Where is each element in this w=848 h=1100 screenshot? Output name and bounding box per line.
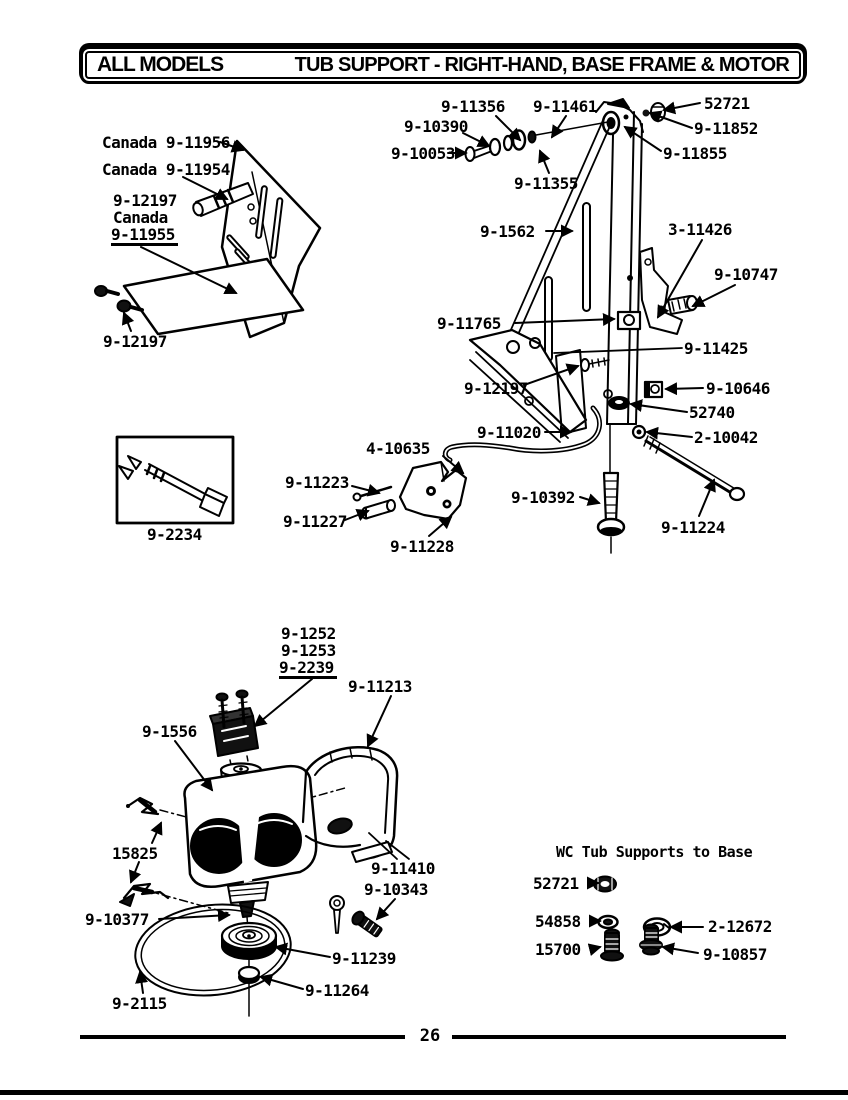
part-label-9-12197: 9-12197: [113, 191, 177, 210]
part-label-9-1252: 9-1252: [281, 624, 336, 643]
part-label-3-11426: 3-11426: [668, 220, 732, 239]
part-label-9-10747: 9-10747: [714, 265, 778, 284]
footer-rule-left: [80, 1035, 405, 1039]
part-label-9-11264: 9-11264: [305, 981, 369, 1000]
part-label-9-2239: 9-2239: [279, 659, 337, 679]
part-label-9-11425: 9-11425: [684, 339, 748, 358]
part-label-9-11239: 9-11239: [332, 949, 396, 968]
part-label-9-11765: 9-11765: [437, 314, 501, 333]
part-label-9-12197: 9-12197: [103, 332, 167, 351]
part-label-4-10635: 4-10635: [366, 439, 430, 458]
part-label-9-10053: 9-10053: [391, 144, 455, 163]
part-label-9-11410: 9-11410: [371, 859, 435, 878]
wc-part-label-54858: 54858: [535, 912, 581, 931]
scan-edge-bar: [0, 1090, 848, 1095]
wc-part-label-9-10857: 9-10857: [703, 945, 767, 964]
part-label-9-11020: 9-11020: [477, 423, 541, 442]
part-label-9-11355: 9-11355: [514, 174, 578, 193]
part-label-9-11356: 9-11356: [441, 97, 505, 116]
part-label-9-10646: 9-10646: [706, 379, 770, 398]
page-title: TUB SUPPORT - RIGHT-HAND, BASE FRAME & MOTOR: [294, 53, 789, 76]
part-label-15825: 15825: [112, 844, 158, 863]
part-label-9-2234: 9-2234: [147, 525, 202, 544]
part-label-9-11227: 9-11227: [283, 512, 347, 531]
flat-washer-icon: [599, 916, 618, 928]
page-number: 26: [419, 1026, 441, 1046]
wc-part-label-2-12672: 2-12672: [708, 917, 772, 936]
part-label-9-1253: 9-1253: [281, 641, 336, 660]
part-label-9-11461: 9-11461: [533, 97, 597, 116]
part-label-9-12197: 9-12197: [464, 379, 528, 398]
models-label: ALL MODELS: [97, 53, 224, 76]
hex-bolt-icon: [601, 930, 623, 961]
part-label-9-1562: 9-1562: [480, 222, 535, 241]
wire-harness-drawing: [117, 437, 233, 523]
part-label-9-11223: 9-11223: [285, 473, 349, 492]
part-label-52721: 52721: [704, 94, 750, 113]
part-label-9-11228: 9-11228: [390, 537, 454, 556]
footer-rule-right: [452, 1035, 786, 1039]
part-label-9-10343: 9-10343: [364, 880, 428, 899]
part-label-canada-9-11956: Canada 9-11956: [102, 133, 230, 152]
part-label-canada: Canada: [113, 208, 168, 227]
wc-supports-title: WC Tub Supports to Base: [556, 843, 753, 861]
part-label-9-10392: 9-10392: [511, 488, 575, 507]
washer-stack-icon: [466, 131, 536, 162]
part-label-2-10042: 2-10042: [694, 428, 758, 447]
part-label-canada-9-11954: Canada 9-11954: [102, 160, 230, 179]
part-label-9-2115: 9-2115: [112, 994, 167, 1013]
wc-supports-icons: [594, 877, 670, 961]
part-label-52740: 52740: [689, 403, 735, 422]
wc-part-label-15700: 15700: [535, 940, 581, 959]
part-label-9-11852: 9-11852: [694, 119, 758, 138]
part-label-9-11955: 9-11955: [111, 226, 178, 246]
wc-part-label-52721: 52721: [533, 874, 579, 893]
part-label-9-1556: 9-1556: [142, 722, 197, 741]
part-label-9-10377: 9-10377: [85, 910, 149, 929]
part-label-9-11224: 9-11224: [661, 518, 725, 537]
part-label-9-11855: 9-11855: [663, 144, 727, 163]
part-label-9-10390: 9-10390: [404, 117, 468, 136]
part-label-9-11213: 9-11213: [348, 677, 412, 696]
